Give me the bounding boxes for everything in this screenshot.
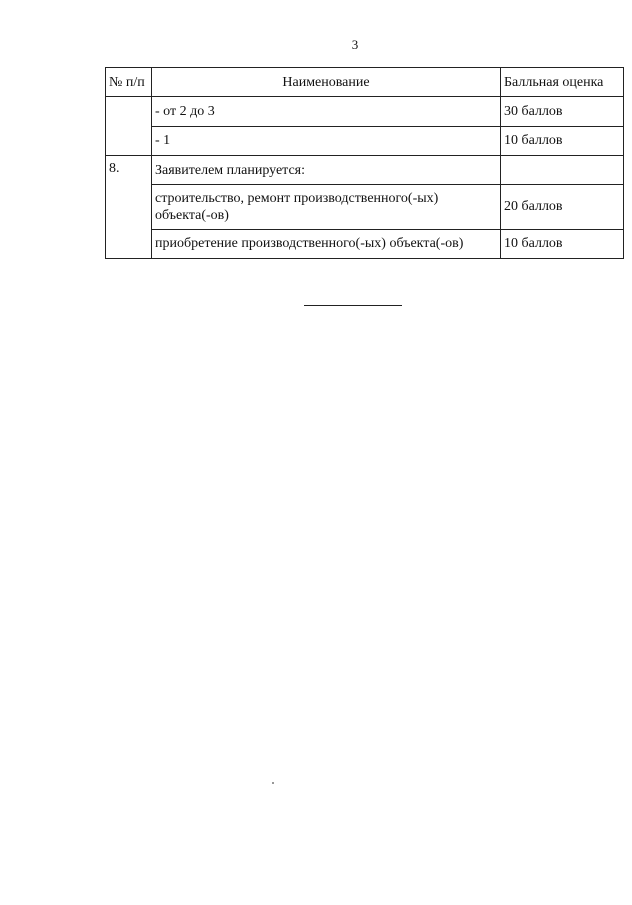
scan-speck [272,782,274,784]
row-name-cell: - от 2 до 3 [152,97,501,126]
row-name-cell: строительство, ремонт производственного(-ых) объекта(-ов) [152,185,501,229]
table-row [106,185,624,229]
table-row [106,155,624,184]
table-row [106,126,624,155]
row-score-cell: 30 баллов [501,97,624,126]
row-name-cell: - 1 [152,126,501,155]
row-number-cell [106,97,152,156]
row-number-cell: 8. [106,155,152,258]
row-score-cell: 20 баллов [501,185,624,229]
header-number: № п/п [106,68,152,97]
header-score: Балльная оценка [501,68,624,97]
page-number: 3 [351,37,359,52]
table-header-row [106,68,624,97]
row-name-cell: приобретение производственного(-ых) объекта(-ов) [152,229,501,258]
row-score-cell: 10 баллов [501,229,624,258]
table-row [106,97,624,126]
row-score-cell [501,155,624,184]
section-divider [304,305,402,306]
row-score-cell: 10 баллов [501,126,624,155]
row-name-cell: Заявителем планируется: [152,155,501,184]
table-row [106,229,624,258]
header-name: Наименование [152,68,501,97]
scoring-table [105,67,624,259]
